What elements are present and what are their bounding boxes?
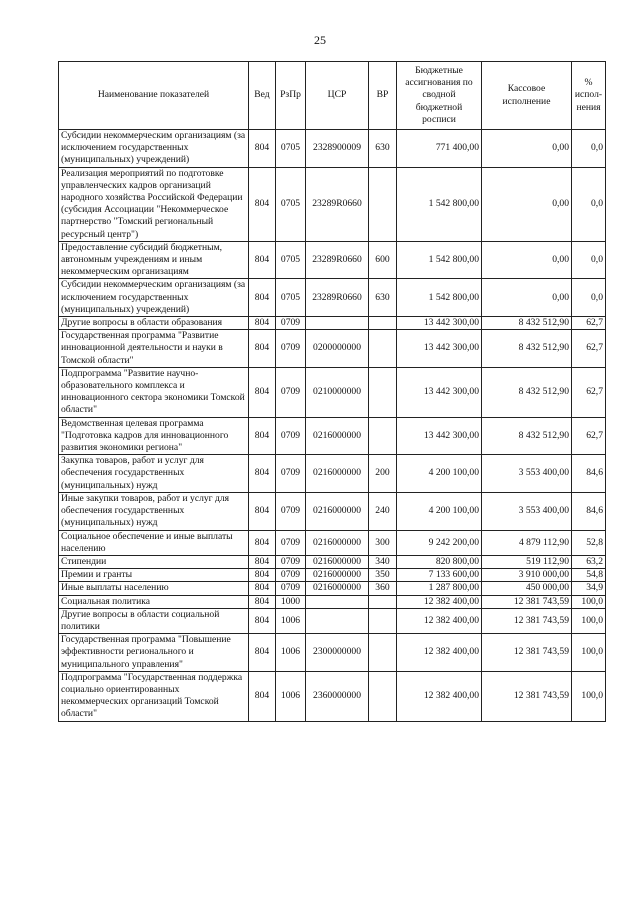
row-vr [369,417,397,455]
row-csr [306,608,369,633]
col-csr-header: ЦСР [306,62,369,130]
page-number: 25 [314,33,326,47]
row-cash: 0,00 [482,130,572,168]
row-ved: 804 [249,367,276,417]
row-name: Государственная программа "Повышение эффективности регионального и муниципального управления" [59,634,249,672]
row-pct: 0,0 [572,279,606,317]
row-cash: 0,00 [482,167,572,241]
row-vr: 350 [369,569,397,582]
row-cash: 12 381 743,59 [482,634,572,672]
table-row [59,582,606,595]
row-ved: 804 [249,608,276,633]
row-cash: 4 879 112,90 [482,530,572,555]
row-ved: 804 [249,492,276,530]
row-name: Государственная программа "Развитие инновационной деятельности и науки в Томской области" [59,330,249,368]
table-row [59,455,606,493]
row-vr [369,367,397,417]
row-vr [369,595,397,608]
row-name: Предоставление субсидий бюджетным, автономным учреждениям и иным некоммерческим организациям [59,241,249,279]
row-ved: 804 [249,130,276,168]
row-budget: 1 542 800,00 [397,279,482,317]
row-name: Другие вопросы в области социальной политики [59,608,249,633]
table-row [59,130,606,168]
row-rzpr: 1006 [276,671,306,721]
row-pct: 0,0 [572,130,606,168]
row-budget: 13 442 300,00 [397,317,482,330]
col-vr-header: ВР [369,62,397,130]
row-budget: 12 382 400,00 [397,595,482,608]
col-name-header: Наименование показателей [59,62,249,130]
row-budget: 13 442 300,00 [397,417,482,455]
row-csr: 23289R0660 [306,279,369,317]
row-budget: 9 242 200,00 [397,530,482,555]
row-csr: 2300000000 [306,634,369,672]
row-name: Подпрограмма "Государственная поддержка социально ориентированных некоммерческих организаций Томской области" [59,671,249,721]
row-ved: 804 [249,317,276,330]
row-csr: 23289R0660 [306,167,369,241]
row-vr [369,330,397,368]
row-pct: 62,7 [572,367,606,417]
row-budget: 771 400,00 [397,130,482,168]
row-pct: 62,7 [572,317,606,330]
row-csr [306,317,369,330]
row-rzpr: 0709 [276,492,306,530]
row-ved: 804 [249,634,276,672]
row-vr: 200 [369,455,397,493]
row-pct: 84,6 [572,455,606,493]
row-name: Иные выплаты населению [59,582,249,595]
row-rzpr: 0709 [276,582,306,595]
table-row [59,595,606,608]
row-vr [369,634,397,672]
table-row [59,608,606,633]
header-row [59,62,606,130]
row-vr: 600 [369,241,397,279]
row-cash: 0,00 [482,279,572,317]
row-pct: 0,0 [572,241,606,279]
row-rzpr: 0709 [276,530,306,555]
row-name: Закупка товаров, работ и услуг для обеспечения государственных (муниципальных) нужд [59,455,249,493]
row-cash: 3 910 000,00 [482,569,572,582]
row-cash: 8 432 512,90 [482,317,572,330]
row-vr: 300 [369,530,397,555]
row-budget: 820 800,00 [397,555,482,568]
row-ved: 804 [249,241,276,279]
row-cash: 12 381 743,59 [482,608,572,633]
table-row [59,241,606,279]
row-name: Реализация мероприятий по подготовке управленческих кадров организаций народного хозяйства Российской Федерации (субсидия Ассоциации "Некоммерческое партнерство "Томский региональный ресурсный центр") [59,167,249,241]
row-rzpr: 0709 [276,569,306,582]
row-csr: 2360000000 [306,671,369,721]
row-cash: 0,00 [482,241,572,279]
row-rzpr: 0709 [276,417,306,455]
row-rzpr: 0709 [276,367,306,417]
row-cash: 519 112,90 [482,555,572,568]
row-cash: 3 553 400,00 [482,492,572,530]
row-csr [306,595,369,608]
row-vr: 240 [369,492,397,530]
row-cash: 12 381 743,59 [482,595,572,608]
table-row [59,330,606,368]
row-budget: 12 382 400,00 [397,634,482,672]
row-rzpr: 1000 [276,595,306,608]
row-ved: 804 [249,417,276,455]
row-csr: 0216000000 [306,555,369,568]
col-rzpr-header: РзПр [276,62,306,130]
row-pct: 100,0 [572,671,606,721]
row-rzpr: 0705 [276,279,306,317]
row-budget: 1 542 800,00 [397,167,482,241]
row-ved: 804 [249,279,276,317]
row-rzpr: 0705 [276,241,306,279]
table-row [59,671,606,721]
row-ved: 804 [249,671,276,721]
row-csr: 0216000000 [306,492,369,530]
table-row [59,367,606,417]
table-row [59,317,606,330]
row-csr: 0216000000 [306,569,369,582]
row-pct: 62,7 [572,330,606,368]
row-name: Ведомственная целевая программа "Подготовка кадров для инновационного развития экономики региона" [59,417,249,455]
row-cash: 12 381 743,59 [482,671,572,721]
row-budget: 4 200 100,00 [397,455,482,493]
row-ved: 804 [249,569,276,582]
table-row [59,492,606,530]
row-pct: 62,7 [572,417,606,455]
row-cash: 8 432 512,90 [482,330,572,368]
row-ved: 804 [249,167,276,241]
row-budget: 12 382 400,00 [397,608,482,633]
row-name: Подпрограмма "Развитие научно-образовательного комплекса и инновационного сектора экономики Томской области" [59,367,249,417]
row-vr: 340 [369,555,397,568]
row-csr: 0200000000 [306,330,369,368]
table-header [59,62,606,130]
row-name: Субсидии некоммерческим организациям (за исключением государственных (муниципальных) учреждений) [59,130,249,168]
row-ved: 804 [249,595,276,608]
table-row [59,279,606,317]
row-budget: 1 542 800,00 [397,241,482,279]
row-csr: 0216000000 [306,417,369,455]
table-row [59,555,606,568]
col-ved-header: Вед [249,62,276,130]
row-rzpr: 0709 [276,330,306,368]
budget-table [58,61,606,722]
row-cash: 8 432 512,90 [482,367,572,417]
row-name: Стипендии [59,555,249,568]
row-ved: 804 [249,330,276,368]
row-rzpr: 0709 [276,555,306,568]
row-ved: 804 [249,582,276,595]
row-budget: 12 382 400,00 [397,671,482,721]
table-body [59,130,606,722]
row-rzpr: 0705 [276,130,306,168]
row-pct: 52,8 [572,530,606,555]
row-vr [369,167,397,241]
row-rzpr: 0709 [276,317,306,330]
row-budget: 1 287 800,00 [397,582,482,595]
row-ved: 804 [249,555,276,568]
row-budget: 13 442 300,00 [397,330,482,368]
row-csr: 0216000000 [306,455,369,493]
row-rzpr: 0705 [276,167,306,241]
row-csr: 23289R0660 [306,241,369,279]
row-vr: 630 [369,130,397,168]
row-vr: 360 [369,582,397,595]
row-pct: 0,0 [572,167,606,241]
row-name: Иные закупки товаров, работ и услуг для обеспечения государственных (муниципальных) нужд [59,492,249,530]
row-vr [369,317,397,330]
row-rzpr: 1006 [276,634,306,672]
row-cash: 8 432 512,90 [482,417,572,455]
row-pct: 34,9 [572,582,606,595]
row-ved: 804 [249,455,276,493]
col-cash-header: Кассовое исполнение [482,62,572,130]
row-vr: 630 [369,279,397,317]
row-ved: 804 [249,530,276,555]
row-budget: 7 133 600,00 [397,569,482,582]
row-csr: 0216000000 [306,582,369,595]
row-name: Другие вопросы в области образования [59,317,249,330]
row-vr [369,608,397,633]
row-name: Социальная политика [59,595,249,608]
row-name: Субсидии некоммерческим организациям (за исключением государственных (муниципальных) учреждений) [59,279,249,317]
table-row [59,167,606,241]
row-name: Премии и гранты [59,569,249,582]
row-cash: 450 000,00 [482,582,572,595]
table-row [59,569,606,582]
row-budget: 4 200 100,00 [397,492,482,530]
row-pct: 84,6 [572,492,606,530]
row-cash: 3 553 400,00 [482,455,572,493]
col-pct-header: % испол-нения [572,62,606,130]
row-pct: 100,0 [572,595,606,608]
row-vr [369,671,397,721]
table-row [59,530,606,555]
row-csr: 0216000000 [306,530,369,555]
col-budget-header: Бюджетные ассигнования по сводной бюджетной росписи [397,62,482,130]
row-budget: 13 442 300,00 [397,367,482,417]
row-rzpr: 1006 [276,608,306,633]
row-name: Социальное обеспечение и иные выплаты населению [59,530,249,555]
row-pct: 63,2 [572,555,606,568]
table-row [59,634,606,672]
table-row [59,417,606,455]
row-csr: 0210000000 [306,367,369,417]
row-pct: 100,0 [572,634,606,672]
row-csr: 2328900009 [306,130,369,168]
row-pct: 54,8 [572,569,606,582]
row-pct: 100,0 [572,608,606,633]
row-rzpr: 0709 [276,455,306,493]
